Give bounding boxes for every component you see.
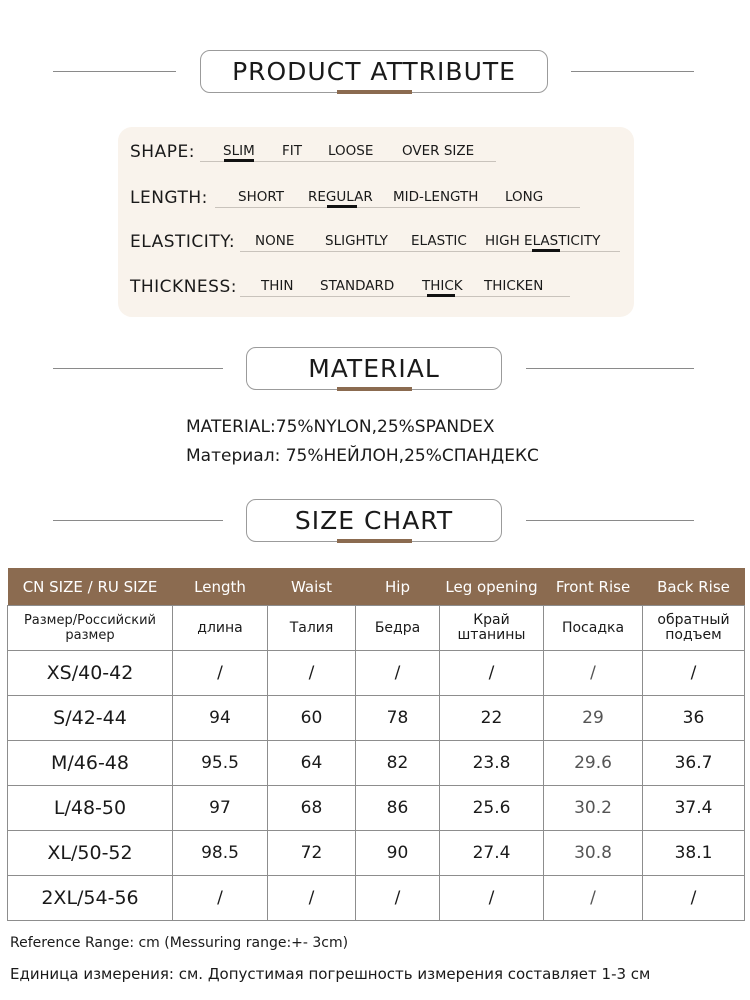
material-title-underline <box>337 387 412 391</box>
header-ru-hip: Бедра <box>356 606 440 651</box>
table-row <box>8 876 745 921</box>
header-ru-length: длина <box>173 606 268 651</box>
table-row <box>8 741 745 786</box>
size-section-title: SIZE CHART <box>246 499 502 542</box>
hip-cell: 90 <box>356 831 440 876</box>
length-cell: 98.5 <box>173 831 268 876</box>
front-rise-cell: 30.2 <box>544 786 643 831</box>
size-cell: M/46-48 <box>8 741 173 786</box>
table-row <box>8 831 745 876</box>
reference-range-note: Reference Range: cm (Messuring range:+- 3cm) <box>10 935 349 951</box>
hip-cell: 86 <box>356 786 440 831</box>
leg-opening-cell: 23.8 <box>440 741 544 786</box>
size-cell: 2XL/54-56 <box>8 876 173 921</box>
elasticity-rule <box>240 251 620 252</box>
front-rise-cell: 29.6 <box>544 741 643 786</box>
hip-cell: 78 <box>356 696 440 741</box>
size-cell: XL/50-52 <box>8 831 173 876</box>
material-text-ru: Материал: 75%НЕЙЛОН,25%СПАНДЕКС <box>186 446 539 466</box>
back-rise-cell: 37.4 <box>643 786 745 831</box>
header-front-rise: Front Rise <box>544 568 643 606</box>
thickness-selected-marker <box>427 294 455 297</box>
waist-cell: 64 <box>268 741 356 786</box>
elasticity-option-high-elasticity: HIGH ELASTICITY <box>485 233 601 249</box>
header-ru-size: Размер/Российский размер <box>8 606 173 651</box>
elasticity-label: ELASTICITY: <box>130 232 236 252</box>
attribute-title-underline <box>337 90 412 94</box>
size-chart-table <box>7 568 745 921</box>
table-row <box>8 696 745 741</box>
waist-cell: 72 <box>268 831 356 876</box>
header-ru-back-rise: обратный подъем <box>643 606 745 651</box>
thickness-rule <box>240 296 570 297</box>
size-cell: XS/40-42 <box>8 651 173 696</box>
table-row <box>8 651 745 696</box>
material-text-en: MATERIAL:75%NYLON,25%SPANDEX <box>186 417 495 437</box>
header-leg-opening: Leg opening <box>440 568 544 606</box>
front-rise-cell: / <box>544 876 643 921</box>
elasticity-selected-marker <box>532 249 560 252</box>
thickness-label: THICKNESS: <box>130 277 237 297</box>
leg-opening-cell: 25.6 <box>440 786 544 831</box>
divider-right <box>526 520 694 521</box>
length-rule <box>215 207 580 208</box>
length-cell: 97 <box>173 786 268 831</box>
length-option-short: SHORT <box>238 189 284 205</box>
size-title-underline <box>337 539 412 543</box>
elasticity-option-none: NONE <box>255 233 295 249</box>
leg-opening-cell: / <box>440 651 544 696</box>
length-cell: / <box>173 651 268 696</box>
header-ru-front-rise: Посадка <box>544 606 643 651</box>
front-rise-cell: 30.8 <box>544 831 643 876</box>
length-selected-marker <box>327 205 357 208</box>
shape-option-fit: FIT <box>282 143 302 159</box>
size-cell: S/42-44 <box>8 696 173 741</box>
length-option-long: LONG <box>505 189 544 205</box>
divider-left <box>53 520 223 521</box>
waist-cell: 60 <box>268 696 356 741</box>
header-ru-waist: Талия <box>268 606 356 651</box>
length-cell: 94 <box>173 696 268 741</box>
header-ru-leg-opening: Край штанины <box>440 606 544 651</box>
divider-right <box>526 368 694 369</box>
shape-option-loose: LOOSE <box>328 143 374 159</box>
hip-cell: / <box>356 876 440 921</box>
material-section-title: MATERIAL <box>246 347 502 390</box>
size-header-row <box>8 568 745 606</box>
divider-left <box>53 71 176 72</box>
table-row <box>8 786 745 831</box>
thickness-option-thicken: THICKEN <box>484 278 544 294</box>
shape-label: SHAPE: <box>130 142 195 162</box>
shape-option-slim: SLIM <box>223 143 255 159</box>
header-hip: Hip <box>356 568 440 606</box>
elasticity-option-slightly: SLIGHTLY <box>325 233 388 249</box>
back-rise-cell: / <box>643 876 745 921</box>
leg-opening-cell: / <box>440 876 544 921</box>
length-cell: 95.5 <box>173 741 268 786</box>
back-rise-cell: / <box>643 651 745 696</box>
thickness-option-thick: THICK <box>422 278 463 294</box>
waist-cell: 68 <box>268 786 356 831</box>
divider-right <box>571 71 694 72</box>
thickness-option-standard: STANDARD <box>320 278 395 294</box>
size-cell: L/48-50 <box>8 786 173 831</box>
elasticity-option-elastic: ELASTIC <box>411 233 467 249</box>
hip-cell: 82 <box>356 741 440 786</box>
divider-left <box>53 368 223 369</box>
length-label: LENGTH: <box>130 188 208 208</box>
leg-opening-cell: 27.4 <box>440 831 544 876</box>
waist-cell: / <box>268 651 356 696</box>
thickness-option-thin: THIN <box>261 278 294 294</box>
waist-cell: / <box>268 876 356 921</box>
header-back-rise: Back Rise <box>643 568 745 606</box>
header-cn-ru-size: CN SIZE / RU SIZE <box>8 568 173 606</box>
length-option-regular: REGULAR <box>308 189 373 205</box>
front-rise-cell: / <box>544 651 643 696</box>
size-header-ru-row <box>8 606 745 651</box>
measurement-tolerance-note: Единица измерения: см. Допустимая погрешность измерения составляет 1-3 см <box>10 965 651 983</box>
back-rise-cell: 38.1 <box>643 831 745 876</box>
attribute-section-title: PRODUCT ATTRIBUTE <box>200 50 548 93</box>
shape-selected-marker <box>224 159 254 162</box>
length-cell: / <box>173 876 268 921</box>
leg-opening-cell: 22 <box>440 696 544 741</box>
header-length: Length <box>173 568 268 606</box>
shape-option-oversize: OVER SIZE <box>402 143 475 159</box>
hip-cell: / <box>356 651 440 696</box>
back-rise-cell: 36.7 <box>643 741 745 786</box>
length-option-mid-length: MID-LENGTH <box>393 189 479 205</box>
front-rise-cell: 29 <box>544 696 643 741</box>
header-waist: Waist <box>268 568 356 606</box>
back-rise-cell: 36 <box>643 696 745 741</box>
